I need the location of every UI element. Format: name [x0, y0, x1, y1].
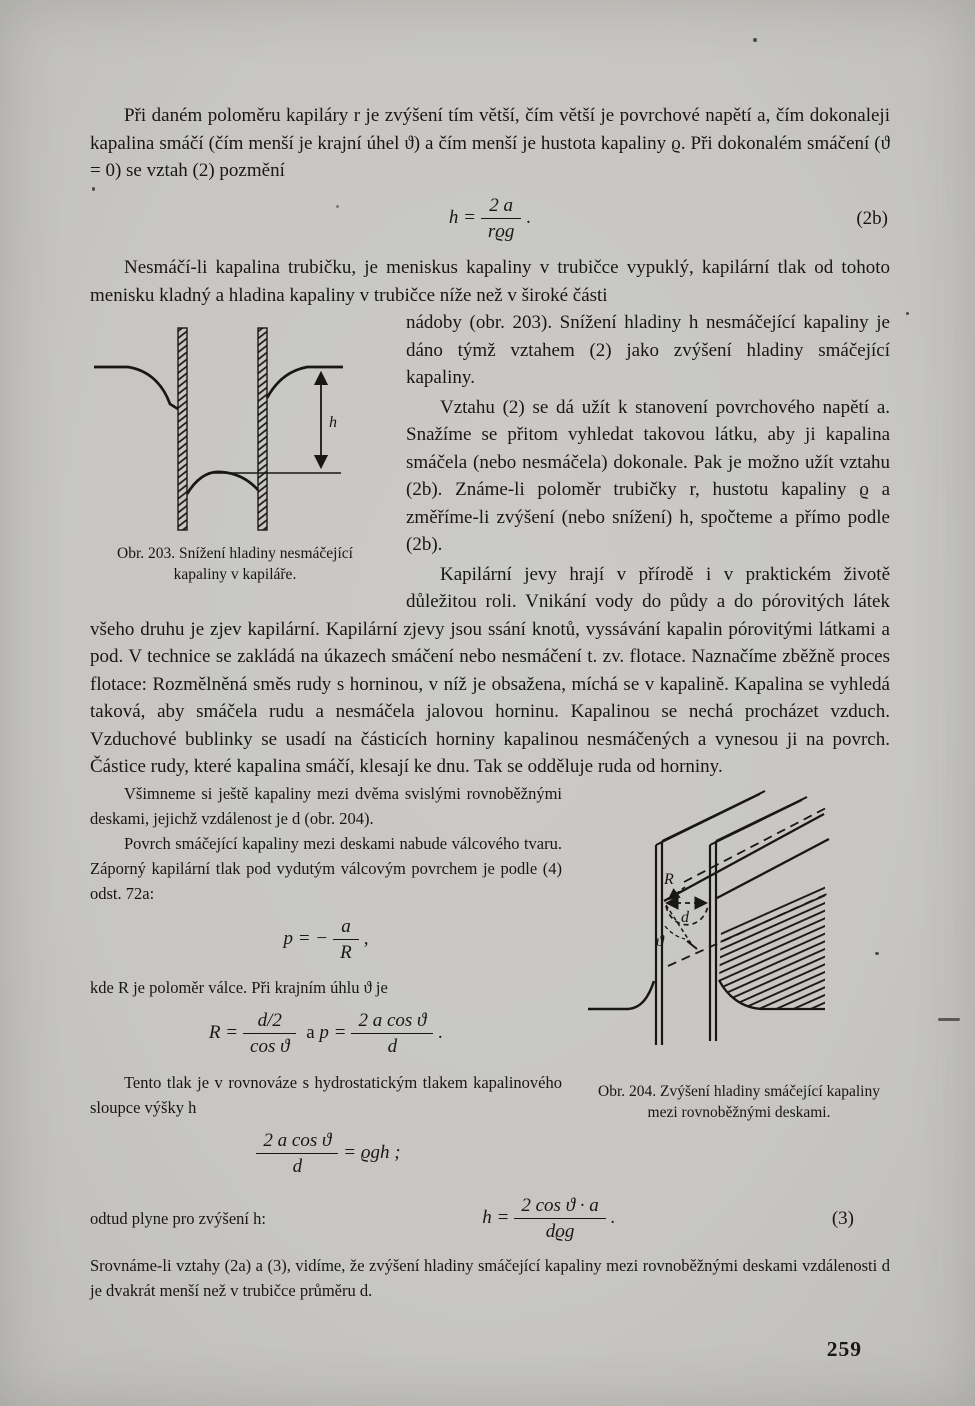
equation-2b-number: (2b)	[856, 208, 888, 230]
paragraph-cylinder-radius: kde R je poloměr válce. Při krajním úhlu ϑ je	[90, 978, 388, 998]
paragraph-surface-tension: Vztahu (2) se dá užít k stanovení povrchového napětí a. Snažíme se přitom vyhledat takovou látku, aby ji kapalina smáčela (nebo nesmáčela) dokonale. Pak je možno užít vztahu (2b). Známe-li poloměr trubičky r, hustotu kapaliny ϱ a změříme-li zvýšení (nebo snížení) h, spočteme a přímo podle (2b).	[406, 396, 890, 556]
equation-hydrostatic-body: $\frac{\text{2 a cos ϑ}}{d}$ = ϱgh ;	[251, 1142, 400, 1163]
paragraph-vessel: nádoby (obr. 203). Snížení hladiny h nesmáčející kapaliny je dáno týmž vztahem (2) jako zvýšení hladiny smáčející kapaliny.	[406, 312, 890, 389]
equation-2b	[90, 185, 890, 255]
outer-level-right	[267, 367, 343, 398]
paragraph-intro: Při daném poloměru kapiláry r je zvýšení tím větší, čím větší je povrchové napětí a, čím dokonaleji kapalina smáčí (čím menší je krajní úhel ϑ) a čím menší je hustota kapaliny ϱ. Při dokonalém smáčení (ϑ = 0) se vztah (2) pozmění	[90, 105, 890, 181]
equation-R-and-p	[90, 1000, 890, 1070]
equation-hydrostatic	[90, 1120, 890, 1190]
equation-3-row	[90, 1189, 890, 1253]
theta-label: ϑ	[656, 932, 664, 950]
paragraph-comparison: Srovnáme-li vztahy (2a) a (3), vidíme, že zvýšení hladiny smáčející kapaliny mezi rovnoběžnými deskami vzdálenosti d je dvakrát menší než v trubičce průměru d.	[90, 1255, 890, 1300]
figure-203-caption: Obr. 203. Snížení hladiny nesmáčející kapaliny v kapiláře.	[117, 545, 353, 584]
right-plate-top-edge2	[716, 797, 807, 841]
R-label: R	[664, 870, 674, 888]
paragraph-nonwetting: Nesmáčí-li kapalina trubičku, je meniskus kapaliny v trubičce vypuklý, kapilární tlak od tohoto menisku kladný a hladina kapaliny v trubičce níže než v široké části	[90, 257, 890, 306]
outer-level-left	[94, 367, 178, 409]
capillary-wall-right	[258, 328, 267, 530]
paragraph-cylindrical-surface: Povrch smáčející kapaliny mezi deskami nabude válcového tvaru. Záporný kapilární tlak pod vydutým válcovým povrchem je podle (4) odst. 72a:	[90, 833, 562, 903]
figure-204-caption: Obr. 204. Zvýšení hladiny smáčející kapaliny mezi rovnoběžnými deskami.	[598, 1082, 880, 1121]
figure-203-drawing	[90, 315, 380, 537]
scan-mark	[938, 1018, 960, 1021]
equation-3-body: h = $\frac{\text{2 cos ϑ · a}}{\text{dϱg}}$ .	[482, 1195, 616, 1243]
R-leader	[669, 887, 685, 899]
scan-speck	[753, 38, 757, 42]
equation-2b-body: h = $\frac{2 a}{\text{rϱg}}$ .	[448, 194, 532, 242]
page-number: 259	[826, 1336, 862, 1361]
paragraph-equilibrium: Tento tlak je v rovnováze s hydrostatickým tlakem kapalinového sloupce výšky h	[90, 1072, 562, 1117]
equation-3-intro: odtud plyne pro zvýšení h:	[90, 1209, 266, 1229]
capillary-wall-left	[178, 328, 187, 530]
equation-3-number: (3)	[831, 1208, 854, 1230]
contact-line-right-plate	[717, 839, 829, 898]
scan-speck	[906, 312, 909, 315]
left-plate-top-edge2	[662, 791, 765, 841]
h-label: h	[329, 414, 337, 432]
convex-meniscus	[187, 472, 258, 494]
equation-R-and-p-body: R = $\frac{d/2}{\text{cos ϑ}}$ a p = $\frac{\text{2 a cos ϑ}}{d}$ .	[208, 1010, 444, 1058]
equation-p-body: p = − $\frac{a}{R}$ ,	[283, 915, 369, 963]
paragraph-parallel-plates: Všimneme si ještě kapaliny mezi dvěma svislými rovnoběžnými deskami, jejichž vzdálenost je d (obr. 204).	[90, 783, 562, 828]
paragraph-flotation: Kapilární jevy hrají v přírodě i v praktickém životě důležitou roli. Vnikání vody do půdy a do pórovitých látek všeho druhu je zjev kapilární. Kapilární zjevy jsou ssání knotů, vyssávání kapalin pórovitými látkami a pod. V technice se zakládá na úkazech smáčení nebo nesmáčení t. zv. flotace. Naznačíme zběžně proces flotace: Rozmělněná směs rudy s horninou, v níž je obsažena, míchá se v kapalině. Kapalina se vyhledá taková, aby smáčela rudu a nesmáčela jalovou horninu. Kapalinou se nechá procházet vzduch. Vzduchové bublinky se usadí na částicích horniny kapalinou nesmáčených a vynesou ji na povrch. Částice rudy, které kapalina smáčí, klesají ke dnu. Tak se odděluje ruda od horniny.	[90, 563, 890, 778]
figure-203	[90, 315, 380, 585]
d-label: d	[681, 908, 689, 926]
equation-p	[90, 906, 890, 976]
